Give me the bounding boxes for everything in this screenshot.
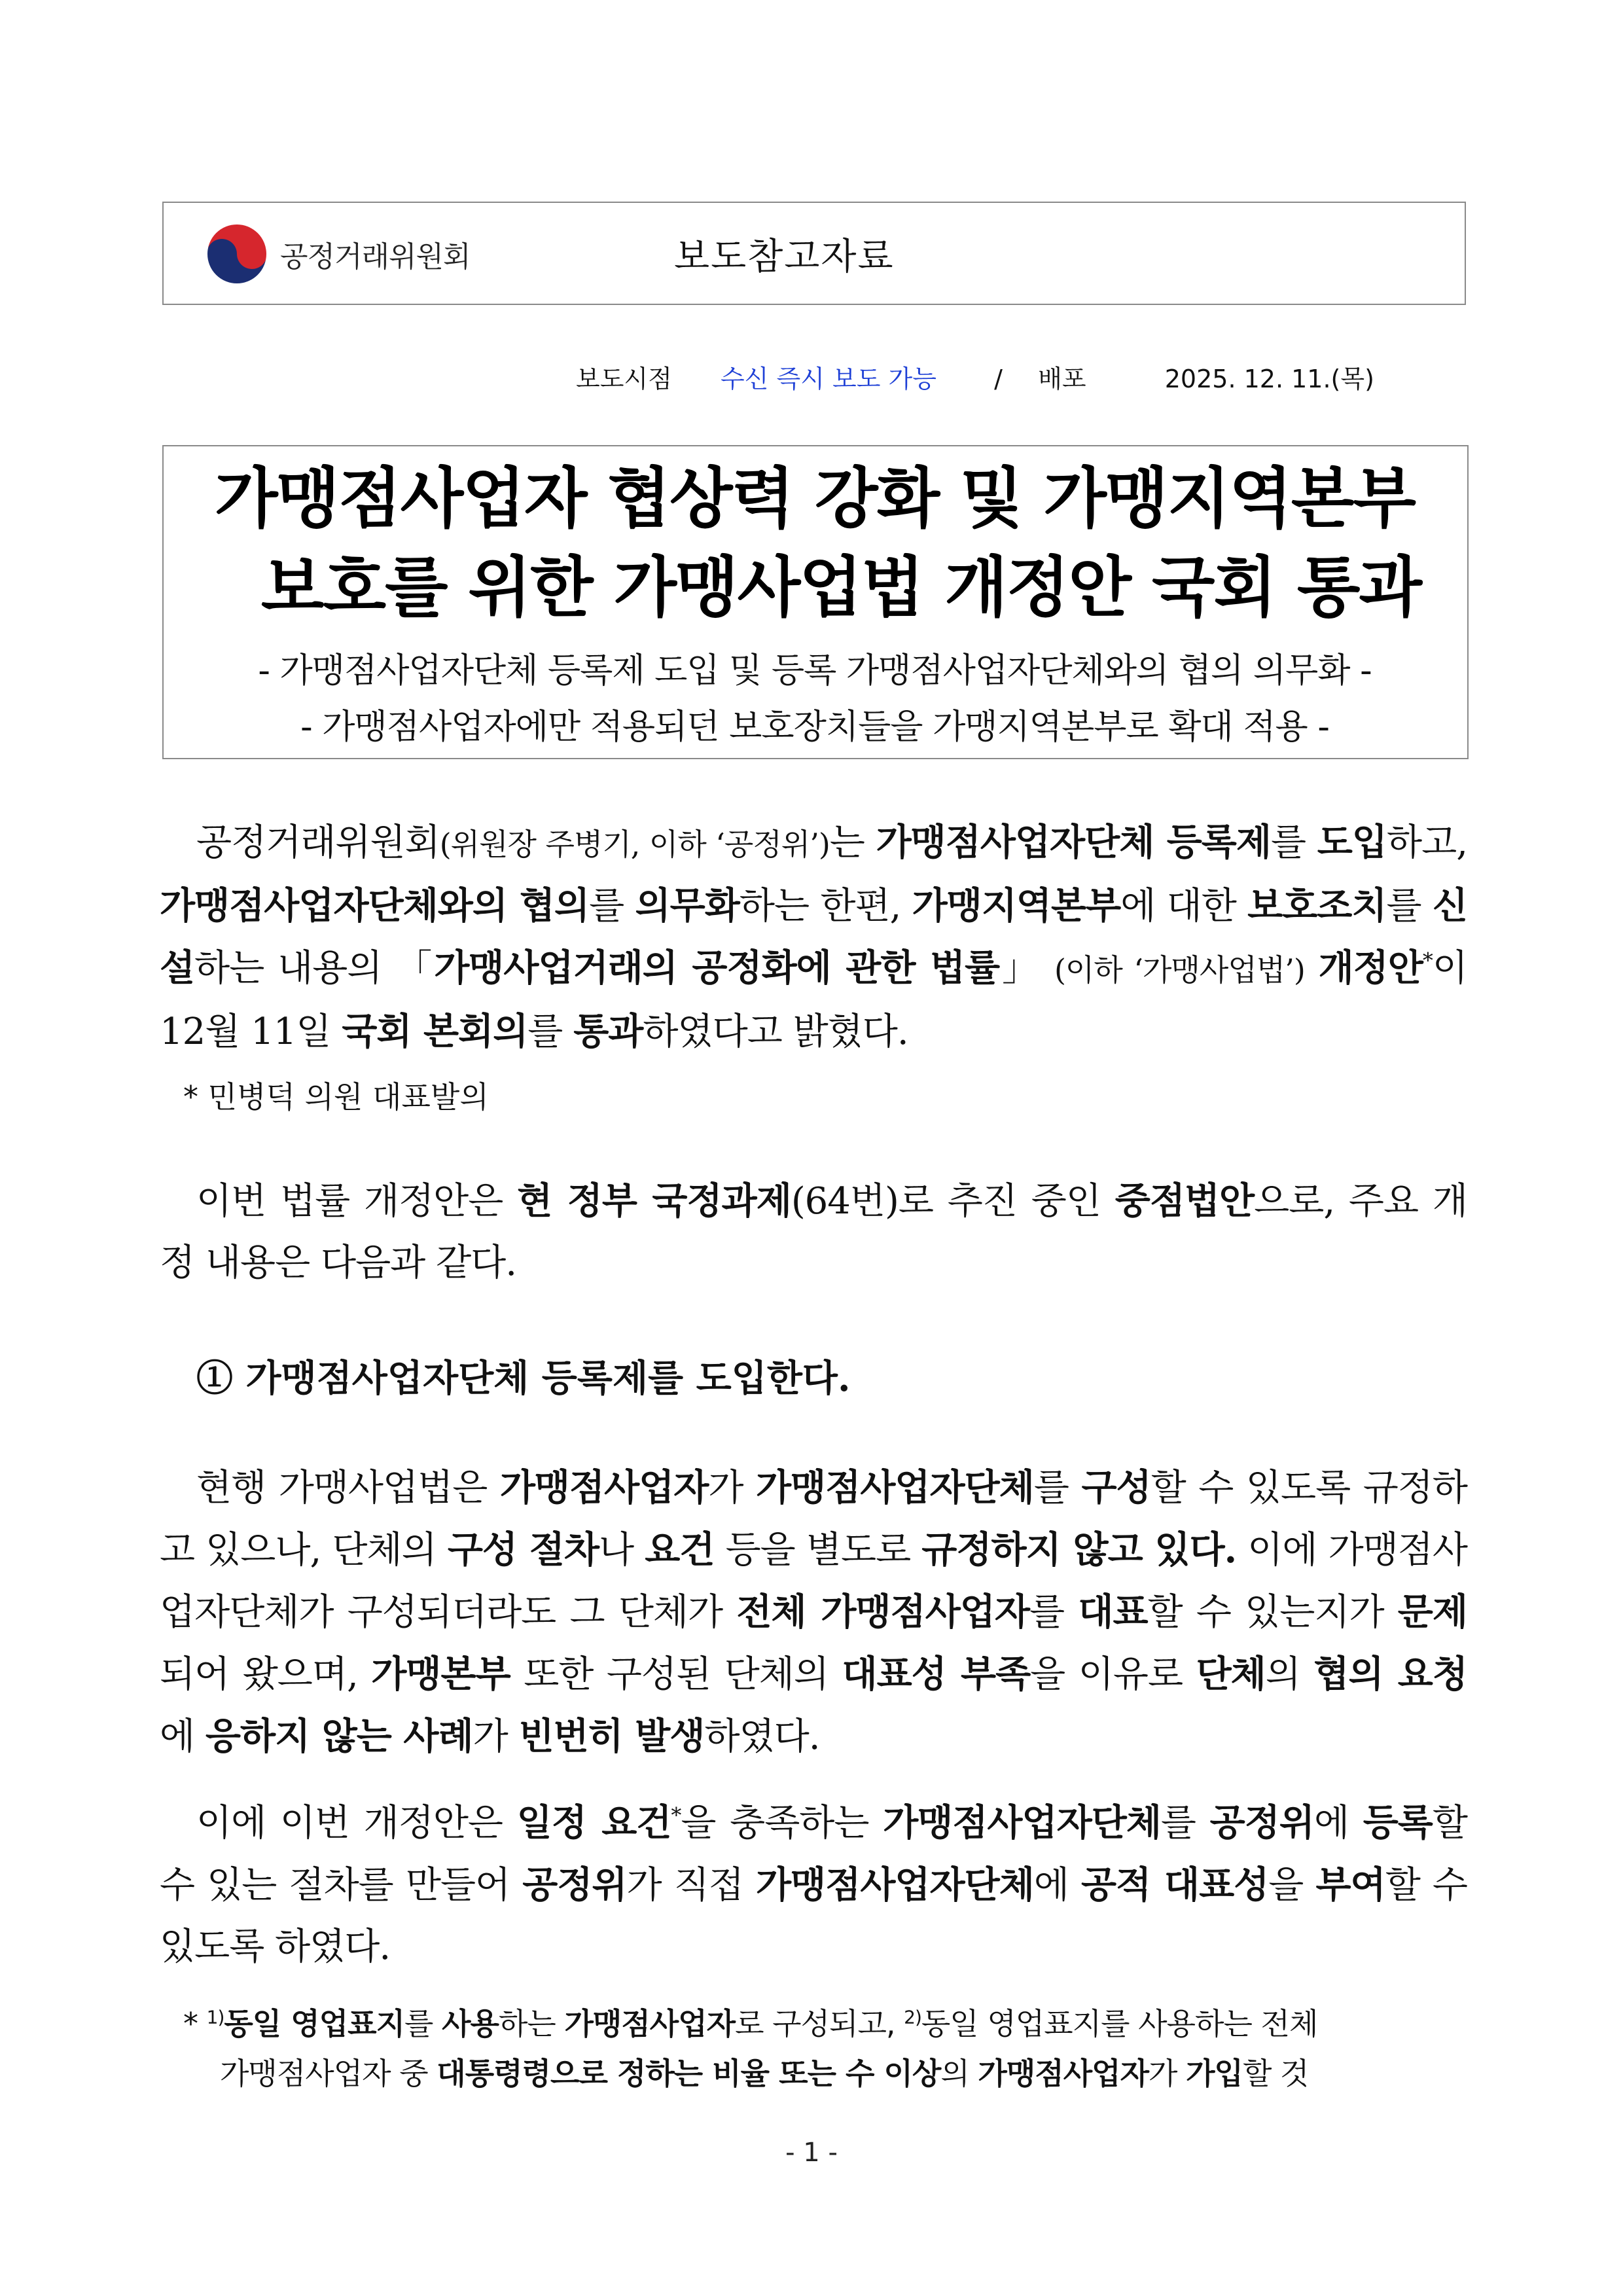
footnote-index: 2) xyxy=(904,2006,921,2028)
text-run-bold: 사용 xyxy=(442,2006,499,2041)
text-run: 으로, 주요 개정 내용은 다음과 같다. xyxy=(160,1180,1467,1284)
text-run-bold: 부여 xyxy=(1315,1863,1385,1907)
text-run-bold: 가맹점사업자단체 xyxy=(883,1801,1161,1844)
text-run-bold: 도입 xyxy=(1317,821,1387,864)
text-run: 를 xyxy=(1271,821,1317,864)
text-run: 하는 한편, xyxy=(739,885,912,927)
text-run: 할 수 있도록 규정하고 있으나, 단체의 xyxy=(160,1467,1467,1571)
text-run: 에 xyxy=(1033,1864,1082,1907)
text-run: 현행 가맹사업법은 xyxy=(196,1467,500,1509)
text-run-bold: 구성 절차 xyxy=(447,1528,599,1571)
text-run-bold: 중점법안 xyxy=(1115,1179,1255,1223)
distribution-date: 2025. 12. 11.(목) xyxy=(1164,365,1374,393)
text-run: 이에 이번 개정안은 xyxy=(196,1802,517,1844)
title-line-1: 가맹점사업자 협상력 강화 및 가맹지역본부 xyxy=(214,460,1416,537)
section-heading-1: ① 가맹점사업자단체 등록제를 도입한다. xyxy=(196,1357,851,1400)
text-run: 가 xyxy=(1149,2056,1186,2091)
text-run: 가 xyxy=(473,1715,519,1758)
text-run: 공정거래위원회 xyxy=(196,821,440,864)
text-run: 를 xyxy=(404,2006,442,2041)
release-info xyxy=(576,359,1374,395)
government-emblem-icon xyxy=(204,221,270,287)
text-run: 동일 영업표지를 사용하는 전체 xyxy=(921,2006,1318,2041)
text-run-bold: 동일 영업표지 xyxy=(224,2006,405,2041)
text-run-bold: 가맹본부 xyxy=(371,1653,510,1696)
footnote-mark: * xyxy=(1422,948,1433,973)
text-run: 하는 내용의 「 xyxy=(194,947,435,990)
text-run-bold: 공정위 xyxy=(1209,1801,1314,1844)
text-run: 를 xyxy=(1029,1591,1079,1634)
text-run-bold: 의무화 xyxy=(635,884,740,927)
text-run: 되어 왔으며, xyxy=(160,1653,372,1696)
subtitle-1: - 가맹점사업자단체 등록제 도입 및 등록 가맹점사업자단체와의 협의 의무화 - xyxy=(258,651,1372,691)
text-run: 할 수 있도록 하였다. xyxy=(160,1864,1467,1968)
subtitle-2: - 가맹점사업자에만 적용되던 보호장치들을 가맹지역본부로 확대 적용 - xyxy=(300,708,1329,747)
text-run-bold: 가맹지역본부 xyxy=(912,884,1121,927)
text-run: 가 직접 xyxy=(626,1864,757,1907)
text-run: 을 이유로 xyxy=(1030,1653,1196,1696)
paragraph-1 xyxy=(160,812,1467,1063)
text-run-bold: 가맹점사업자단체 xyxy=(756,1863,1034,1907)
text-run-bold: 요건 xyxy=(645,1528,715,1571)
text-run: 에 xyxy=(1313,1802,1363,1844)
text-run-bold: 대통령령으로 정하는 비율 또는 수 이상 xyxy=(437,2056,941,2091)
title-line-2: 보호를 위한 가맹사업법 개정안 국회 통과 xyxy=(260,549,1421,626)
text-run-bold: 단체 xyxy=(1196,1653,1266,1696)
text-run: 할 수 있는지가 xyxy=(1147,1591,1398,1634)
text-run-bold: 통과 xyxy=(573,1010,643,1053)
paragraph-3 xyxy=(160,1457,1467,1768)
text-run: 가 xyxy=(708,1467,757,1509)
text-run-bold: 규정하지 않고 있다. xyxy=(921,1528,1237,1571)
text-run-bold: 가입 xyxy=(1186,2056,1243,2091)
text-run-bold: 구성 xyxy=(1081,1466,1151,1509)
text-run-bold: 가맹점사업자 xyxy=(564,2006,736,2041)
text-run-bold: 신설 xyxy=(160,884,1468,990)
text-run-bold: 현 정부 국정과제 xyxy=(517,1179,791,1223)
org-name: 공정거래위원회 xyxy=(280,240,471,274)
text-run: 는 xyxy=(829,821,876,864)
text-run: 를 xyxy=(1160,1802,1210,1844)
text-run-bold: 전체 가맹점사업자 xyxy=(736,1590,1030,1634)
paragraph-4 xyxy=(160,1792,1467,1978)
paragraph-2 xyxy=(160,1170,1467,1294)
text-run-bold: 문제 xyxy=(1397,1590,1467,1634)
text-run: 을 충족하는 xyxy=(681,1802,883,1844)
text-run: 에 xyxy=(160,1715,205,1758)
text-run: 」 xyxy=(999,947,1054,990)
text-run-bold: 개정안 xyxy=(1318,946,1423,990)
text-run: 하고, xyxy=(1387,821,1467,864)
text-run-bold: 대표성 부족 xyxy=(842,1653,1031,1696)
text-run-bold: 일정 요건 xyxy=(516,1801,671,1844)
text-run-bold: 빈번히 발생 xyxy=(518,1715,705,1758)
text-run-bold: 국회 본회의 xyxy=(342,1010,528,1053)
text-run-bold: 가맹사업거래의 공정화에 관한 법률 xyxy=(434,946,1000,990)
page-number: - 1 - xyxy=(785,2138,838,2168)
text-run: 나 xyxy=(599,1529,645,1571)
text-run-bold: 공정위 xyxy=(522,1863,627,1907)
footnote-mark: * xyxy=(671,1803,681,1828)
text-run: 하였다. xyxy=(704,1715,820,1758)
text-run: 의 xyxy=(940,2056,978,2091)
text-run-bold: 보호조치 xyxy=(1247,884,1387,927)
text-run-bold: 가맹점사업자단체와의 협의 xyxy=(160,884,590,927)
footnote-line-2 xyxy=(183,2049,1472,2098)
text-run-bold: 가맹점사업자 xyxy=(978,2056,1149,2091)
release-time-label: 보도시점 xyxy=(576,365,672,393)
text-run-bold: 가맹점사업자단체 등록제 xyxy=(876,821,1271,864)
text-run: 하였다고 밝혔다. xyxy=(643,1011,908,1053)
text-run: (64번)로 추진 중인 xyxy=(791,1180,1115,1223)
text-run: 할 것 xyxy=(1242,2056,1309,2091)
text-run: 를 xyxy=(527,1011,574,1053)
text-run: 를 xyxy=(1386,885,1433,927)
text-run: 할 수 있는 절차를 만들어 xyxy=(160,1802,1467,1907)
separator: / xyxy=(994,365,1003,393)
text-run: 등을 별도로 xyxy=(714,1529,922,1571)
requirements-footnote xyxy=(183,1999,1472,2098)
text-run-bold: 등록 xyxy=(1363,1801,1433,1844)
text-run-bold: 공적 대표성 xyxy=(1081,1863,1269,1907)
text-run: 에 대한 xyxy=(1120,885,1248,927)
distribution-label: 배포 xyxy=(1038,365,1086,393)
text-run: 을 xyxy=(1268,1864,1316,1907)
text-run: * xyxy=(183,2006,207,2041)
text-run-bold: 대표 xyxy=(1078,1590,1148,1634)
text-run: 를 xyxy=(1033,1467,1082,1509)
text-run: 이 12월 11일 xyxy=(160,947,1467,1053)
text-run-bold: 가맹점사업자단체 xyxy=(756,1466,1034,1509)
text-run: 이번 법률 개정안은 xyxy=(196,1180,518,1223)
text-run-bold: 응하지 않는 사례 xyxy=(205,1715,473,1758)
document-type: 보도참고자료 xyxy=(674,236,895,278)
text-run: 의 xyxy=(1265,1653,1314,1696)
release-time-value: 수신 즉시 보도 가능 xyxy=(721,365,936,393)
text-run: 가맹점사업자 중 xyxy=(220,2056,437,2091)
text-run-bold: 협의 요청 xyxy=(1313,1653,1467,1696)
text-run: 또한 구성된 단체의 xyxy=(510,1653,842,1696)
text-run: (위원장 주병기, 이하 ‘공정위’) xyxy=(439,827,830,862)
text-run: 이에 가맹점사업자단체가 구성되더라도 그 단체가 xyxy=(160,1529,1467,1634)
text-run: 를 xyxy=(589,885,635,927)
text-run: 하는 xyxy=(498,2006,565,2041)
sponsor-note: * 민병덕 의원 대표발의 xyxy=(183,1079,489,1115)
text-run xyxy=(1305,947,1319,990)
text-run: (이하 ‘가맹사업법’) xyxy=(1054,952,1305,988)
footnote-index: 1) xyxy=(206,2006,224,2028)
text-run-bold: 가맹점사업자 xyxy=(499,1466,709,1509)
text-run: 로 구성되고, xyxy=(735,2006,904,2041)
